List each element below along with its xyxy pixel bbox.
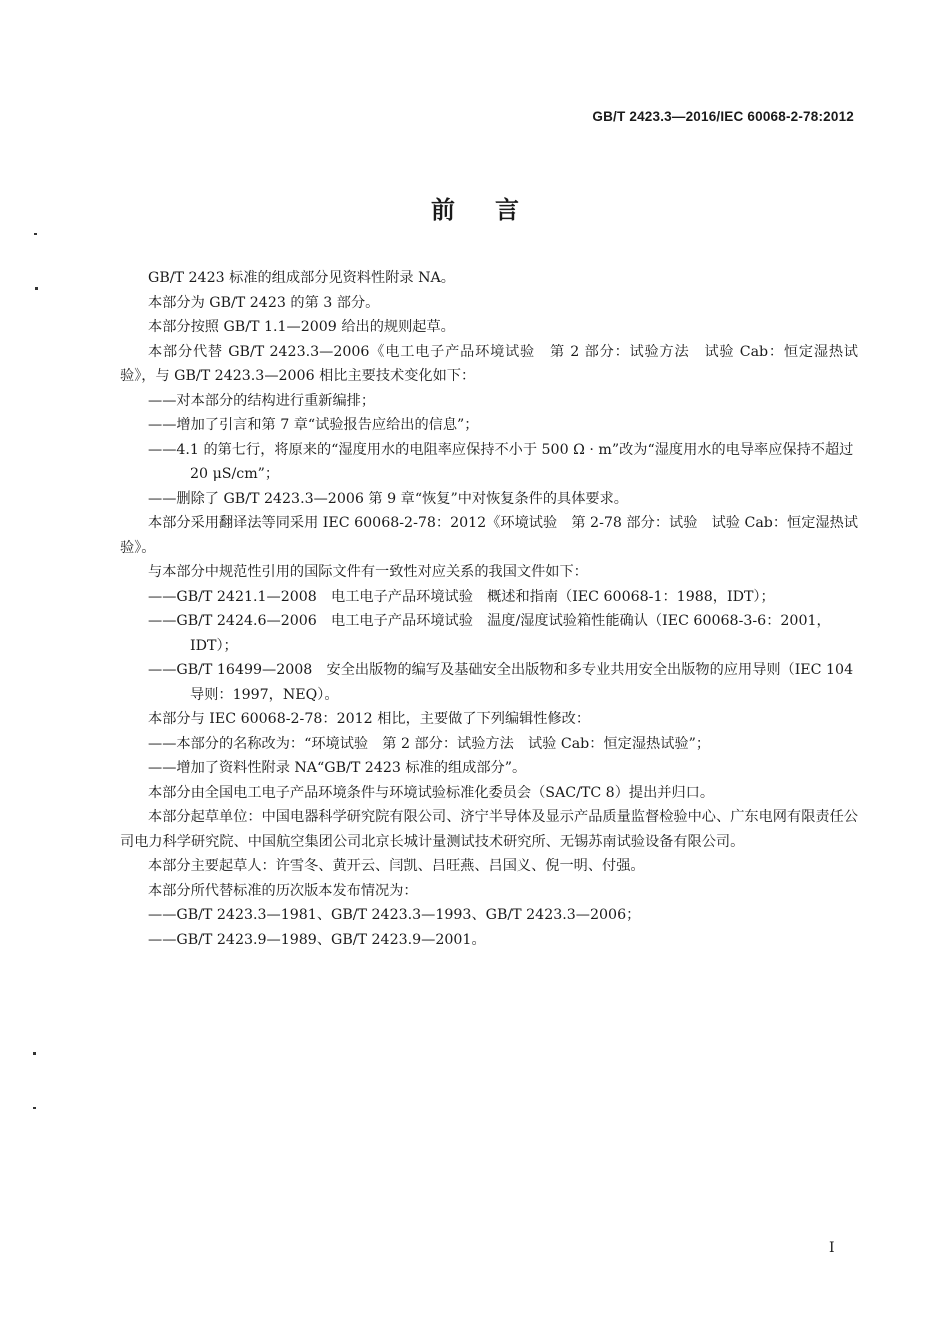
list-item: ——GB/T 16499—2008 安全出版物的编写及基础安全出版物和多专业共用安全出版物的应用导则（IEC 104 导则：1997，NEQ）。 xyxy=(148,662,854,703)
list-item: ——增加了资料性附录 NA“GB/T 2423 标准的组成部分”。 xyxy=(148,760,527,776)
scan-speck xyxy=(33,1052,36,1055)
page-number: I xyxy=(829,1240,835,1256)
paragraph: 与本部分中规范性引用的国际文件有一致性对应关系的我国文件如下： xyxy=(148,564,588,580)
list-item: ——删除了 GB/T 2423.3—2006 第 9 章“恢复”中对恢复条件的具体要求。 xyxy=(148,490,628,507)
standard-number-header: GB/T 2423.3—2016/IEC 60068-2-78:2012 xyxy=(592,109,854,124)
scan-speck xyxy=(33,1107,36,1109)
paragraph: 本部分与 IEC 60068-2-78：2012 相比，主要做了下列编辑性修改： xyxy=(148,711,591,727)
list-item: ——4.1 的第七行，将原来的“湿度用水的电阻率应保持不小于 500 Ω · m”改为“湿度用水的电导率应保持不超过 20 μS/cm”； xyxy=(148,441,854,482)
list-item: ——本部分的名称改为：“环境试验 第 2 部分：试验方法 试验 Cab：恒定湿热试验”； xyxy=(148,735,711,752)
page-title: 前言 xyxy=(431,196,559,224)
paragraph: 本部分代替 GB/T 2423.3—2006《电工电子产品环境试验 第 2 部分：试验方法 试验 Cab：恒定湿热试验》，与 GB/T 2423.3—2006 相比主要技术变化如下： xyxy=(120,343,858,384)
list-item: ——GB/T 2421.1—2008 电工电子产品环境试验 概述和指南（IEC 60068-1：1988，IDT）； xyxy=(148,588,775,605)
scan-speck xyxy=(34,233,37,235)
paragraph: 本部分采用翻译法等同采用 IEC 60068-2-78：2012《环境试验 第 2-78 部分：试验 试验 Cab：恒定湿热试验》。 xyxy=(120,515,858,556)
paragraph: 本部分由全国电工电子产品环境条件与环境试验标准化委员会（SAC/TC 8）提出并归口。 xyxy=(148,784,715,801)
paragraph: 本部分为 GB/T 2423 的第 3 部分。 xyxy=(148,294,380,311)
list-item: ——GB/T 2424.6—2006 电工电子产品环境试验 温度/湿度试验箱性能确认（IEC 60068-3-6：2001，IDT）； xyxy=(148,613,831,654)
paragraph: 本部分按照 GB/T 1.1—2009 给出的规则起草。 xyxy=(148,319,455,335)
paragraph: GB/T 2423 标准的组成部分见资料性附录 NA。 xyxy=(148,270,455,286)
list-item: ——对本部分的结构进行重新编排； xyxy=(148,392,376,409)
list-item: ——GB/T 2423.3—1981、GB/T 2423.3—1993、GB/T 2423.3—2006； xyxy=(148,907,641,923)
scan-speck xyxy=(35,287,38,290)
paragraph: 本部分主要起草人：许雪冬、黄开云、闫凯、吕旺燕、吕国义、倪一明、付强。 xyxy=(148,858,645,874)
list-item: ——GB/T 2423.9—1989、GB/T 2423.9—2001。 xyxy=(148,931,486,948)
paragraph: 本部分所代替标准的历次版本发布情况为： xyxy=(148,882,418,899)
paragraph: 本部分起草单位：中国电器科学研究院有限公司、济宁半导体及显示产品质量监督检验中心、广东电网有限责任公司电力科学研究院、中国航空集团公司北京长城计量测试技术研究所、无锡苏南试验设备有限公司。 xyxy=(120,809,858,850)
foreword-body xyxy=(120,266,858,952)
list-item: ——增加了引言和第 7 章“试验报告应给出的信息”； xyxy=(148,417,479,433)
